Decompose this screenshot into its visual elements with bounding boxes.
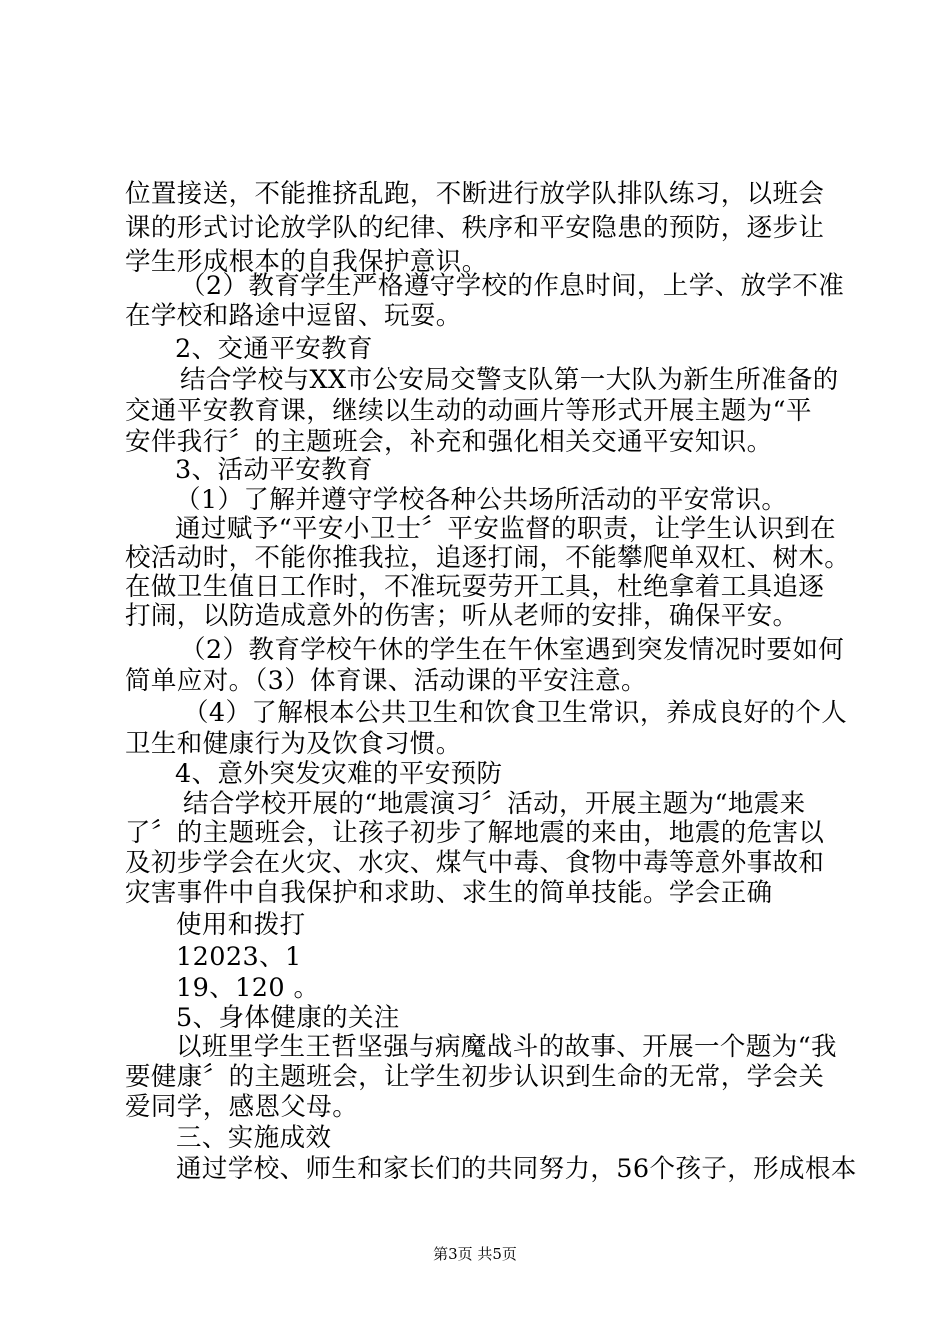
section-heading: 5、身体健康的关注 bbox=[176, 1003, 400, 1033]
section-heading: 4、意外突发灾难的平安预防 bbox=[175, 759, 503, 789]
section-heading: 三、实施成效 bbox=[176, 1123, 332, 1153]
text-line: 及初步学会在火灾、水灾、煤气中毒、食物中毒等意外事故和 bbox=[125, 848, 825, 878]
text-line: （2）教育学校午休的学生在午休室遇到突发情况时要如何 bbox=[180, 635, 845, 665]
text-line: 使用和拨打 bbox=[176, 910, 306, 940]
page-number-footer: 第3页 共5页 bbox=[433, 1245, 517, 1263]
section-heading: 2、交通平安教育 bbox=[175, 334, 373, 364]
text-line: 灾害事件中自我保护和求助、求生的简单技能。学会正确 bbox=[125, 878, 773, 908]
text-line: 简单应对。（3）体育课、活动课的平安注意。 bbox=[125, 666, 647, 696]
text-line: （2）教育学生严格遵守学校的作息时间，上学、放学不准 bbox=[180, 271, 845, 301]
text-line: （1）了解并遵守学校各种公共场所活动的平安常识。 bbox=[175, 485, 788, 515]
text-line: 以班里学生王哲坚强与病魔战斗的故事、开展一个题为“我 bbox=[176, 1032, 837, 1062]
text-line: 校活动时，不能你推我拉，追逐打闹，不能攀爬单双杠、树木。 bbox=[125, 543, 851, 573]
text-line: 在做卫生值日工作时，不准玩耍劳开工具，杜绝拿着工具追逐 bbox=[125, 572, 825, 602]
section-heading: 3、活动平安教育 bbox=[175, 455, 373, 485]
text-line: 要健康〞的主题班会，让学生初步认识到生命的无常，学会关 bbox=[125, 1062, 825, 1092]
text-line: 12023、1 bbox=[176, 942, 302, 972]
text-line: 安伴我行〞的主题班会，补充和强化相关交通平安知识。 bbox=[125, 427, 773, 457]
text-line: 通过赋予“平安小卫士〞平安监督的职责，让学生认识到在 bbox=[175, 514, 836, 544]
text-line: 课的形式讨论放学队的纪律、秩序和平安隐患的预防，逐步让 bbox=[125, 213, 825, 243]
text-line: 交通平安教育课，继续以生动的动画片等形式开展主题为“平 bbox=[125, 396, 812, 426]
text-line: （4）了解根本公共卫生和饮食卫生常识，养成良好的个人 bbox=[183, 698, 848, 728]
text-line: 结合学校开展的“地震演习〞活动，开展主题为“地震来 bbox=[183, 789, 806, 819]
text-line: 学生形成根本的自我保护意识。 bbox=[125, 247, 488, 277]
text-line: 结合学校与XX市公安局交警支队第一大队为新生所准备的 bbox=[180, 365, 839, 395]
text-line: 爱同学，感恩父母。 bbox=[125, 1092, 359, 1122]
text-line: 了〞的主题班会，让孩子初步了解地震的来由，地震的危害以 bbox=[125, 818, 825, 848]
text-line: 打闹，以防造成意外的伤害；听从老师的安排，确保平安。 bbox=[125, 601, 799, 631]
text-line: 通过学校、师生和家长们的共同努力，56个孩子，形成根本 bbox=[176, 1154, 857, 1184]
text-line: 位置接送，不能推挤乱跑，不断进行放学队排队练习，以班会 bbox=[125, 179, 825, 209]
text-line: 卫生和健康行为及饮食习惯。 bbox=[125, 729, 462, 759]
text-line: 19、120 。 bbox=[176, 973, 320, 1003]
text-line: 在学校和路途中逗留、玩耍。 bbox=[125, 301, 462, 331]
